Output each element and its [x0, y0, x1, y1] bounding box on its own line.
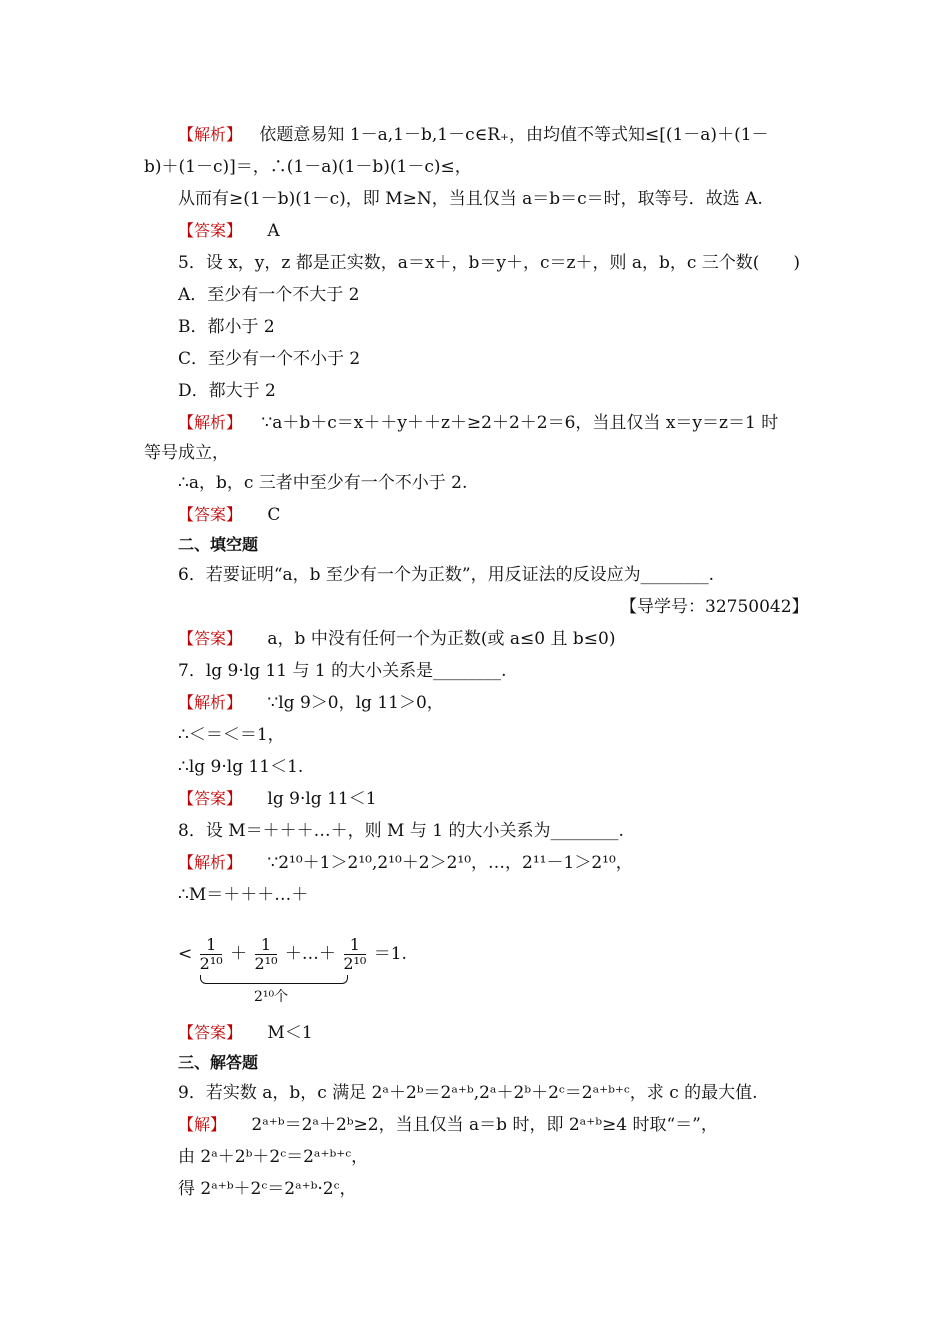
- plus-sign: ＋: [230, 944, 248, 964]
- analysis-text: ∵a＋b＋c＝x＋＋y＋＋z＋≥2＋2＋2＝6，当且仅当 x＝y＝z＝1 时: [261, 413, 779, 433]
- less-than-sign: <: [178, 944, 193, 964]
- analysis-block-4-line-3: [178, 188, 763, 210]
- section-heading-fill-in: 二、填空题: [178, 535, 259, 554]
- question-5-analysis-line-1: [178, 412, 778, 434]
- ellipsis-sum: ＋…＋: [284, 944, 336, 964]
- answer-tag: 【答案】: [178, 1023, 243, 1042]
- question-8-analysis-line-1: [178, 852, 633, 874]
- question-7-stem: 7．lg 9·lg 11 与 1 的大小关系是________.: [178, 661, 507, 681]
- question-6-stem: 6．若要证明“a，b 至少有一个为正数”，用反证法的反设应为________.: [178, 565, 715, 585]
- solution-text: 2ᵃ⁺ᵇ＝2ᵃ＋2ᵇ≥2，当且仅当 a＝b 时，即 2ᵃ⁺ᵇ≥4 时取“＝”，: [251, 1115, 718, 1135]
- question-9-stem: 9．若实数 a，b，c 满足 2ᵃ＋2ᵇ＝2ᵃ⁺ᵇ,2ᵃ＋2ᵇ＋2ᶜ＝2ᵃ⁺ᵇ⁺ᶜ，求 c 的最大值.: [178, 1083, 758, 1103]
- option-d: D．都大于 2: [178, 381, 276, 401]
- fraction-numerator: 1: [206, 935, 217, 954]
- answer-question-8: [178, 1022, 313, 1044]
- question-9-solution-line-3: 得 2ᵃ⁺ᵇ＋2ᶜ＝2ᵃ⁺ᵇ·2ᶜ，: [178, 1179, 357, 1199]
- section-heading-solve: 三、解答题: [178, 1053, 259, 1072]
- fraction: [254, 936, 277, 973]
- question-7-analysis-line-3: ∴lg 9·lg 11＜1.: [178, 757, 304, 777]
- answer-tag: 【答案】: [178, 505, 243, 524]
- option-a: A．至少有一个不大于 2: [178, 285, 360, 305]
- question-5-stem: 5．设 x，y，z 都是正实数，a＝x＋，b＝y＋，c＝z＋，则 a，b，c 三个数( ): [178, 253, 801, 273]
- answer-tag: 【答案】: [178, 629, 243, 648]
- fraction-numerator: 1: [260, 935, 272, 954]
- fraction-expression: [178, 930, 407, 978]
- answer-question-6: [178, 628, 615, 650]
- underbrace: [200, 975, 348, 984]
- fraction-denominator: 2¹⁰: [254, 954, 278, 973]
- fraction: [200, 936, 223, 973]
- answer-value: lg 9·lg 11＜1: [267, 789, 377, 809]
- fraction-denominator: 2¹⁰: [343, 954, 367, 973]
- fraction-denominator: 2¹⁰: [199, 954, 223, 973]
- question-9-solution-line-2: 由 2ᵃ＋2ᵇ＋2ᶜ＝2ᵃ⁺ᵇ⁺ᶜ，: [178, 1147, 369, 1167]
- question-7-analysis-line-2: ∴＜＝＜＝1，: [178, 725, 285, 745]
- fraction-numerator: 1: [349, 935, 360, 954]
- analysis-text: b)＋(1－c)]＝，∴(1－a)(1－b)(1－c)≤，: [144, 157, 472, 177]
- analysis-text: ∵lg 9＞0，lg 11＞0，: [267, 693, 444, 713]
- question-7-analysis-line-1: [178, 692, 444, 714]
- analysis-tag: 【解析】: [178, 125, 243, 144]
- answer-value: A: [267, 221, 280, 241]
- analysis-block-4-line-2: [144, 156, 472, 178]
- question-5-analysis-line-3: ∴a，b，c 三者中至少有一个不小于 2.: [178, 473, 468, 493]
- analysis-tag: 【解析】: [178, 853, 243, 872]
- answer-tag: 【答案】: [178, 221, 243, 240]
- analysis-tag: 【解析】: [178, 693, 243, 712]
- answer-block-4: [178, 220, 280, 242]
- equals-one: ＝1.: [373, 944, 407, 964]
- option-b: B．都小于 2: [178, 317, 275, 337]
- answer-value: a，b 中没有任何一个为正数(或 a≤0 且 b≤0): [267, 629, 616, 649]
- solution-tag: 【解】: [178, 1115, 227, 1134]
- question-8-stem: 8．设 M＝＋＋＋…＋，则 M 与 1 的大小关系为________.: [178, 821, 624, 841]
- answer-tag: 【答案】: [178, 789, 243, 808]
- fraction: [343, 936, 366, 973]
- option-c: C．至少有一个不小于 2: [178, 349, 361, 369]
- answer-question-5: [178, 504, 280, 526]
- analysis-block-4-line-1: [178, 124, 769, 146]
- analysis-text: 从而有≥(1－b)(1－c)，即 M≥N，当且仅当 a＝b＝c＝时，取等号．故选 A.: [178, 189, 763, 209]
- underbrace-label: 2¹⁰个: [254, 989, 289, 1005]
- answer-value: C: [267, 505, 281, 525]
- question-8-analysis-line-2: ∴M＝＋＋＋…＋: [178, 885, 309, 905]
- analysis-text: ∵2¹⁰＋1＞2¹⁰,2¹⁰＋2＞2¹⁰，…，2¹¹－1＞2¹⁰，: [267, 853, 633, 873]
- answer-question-7: [178, 788, 377, 810]
- guide-number: 【导学号：32750042】: [620, 597, 809, 617]
- answer-value: M＜1: [267, 1023, 313, 1043]
- analysis-tag: 【解析】: [178, 413, 243, 432]
- question-9-solution-line-1: [178, 1114, 718, 1136]
- analysis-text: 依题意易知 1－a,1－b,1－c∈R₊，由均值不等式知≤[(1－a)＋(1－: [259, 125, 769, 145]
- question-5-analysis-line-2: 等号成立，: [144, 443, 229, 463]
